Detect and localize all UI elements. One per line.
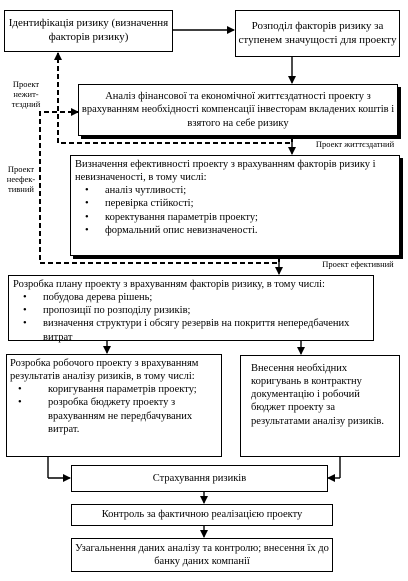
list-item: • побудова дерева рішень; [13,291,369,304]
list-item: • визначення структури і обсягу резервів на покриття непередбачених витрат [13,317,369,343]
box-efficiency-determination: Визначення ефективності проекту з врахуванням факторів ризику і невизначеності, в тому числі: • аналіз чутливості; • перевірка стійкості; • коректування параметрів проекту; • формальний опис невизначеності. [70,155,400,256]
box-data-generalization: Узагальнення даних аналізу та контролю; внесення їх до банку даних компанії [71,538,333,572]
list-item: • перевірка стійкості; [75,197,395,210]
box-risk-insurance: Страхування ризиків [71,465,328,492]
list-item: • коригування параметрів проекту; [10,383,218,396]
box-risk-factor-distribution: Розподіл факторів ризику за ступенем значущості для проекту [235,10,400,57]
box-viability-analysis: Аналіз фінансової та економічної життєздатності проекту з врахуванням необхідності компенсації інвесторам вкладених коштів і взятого на себе ризику [78,84,398,136]
list-item: • формальний опис невизначеності. [75,224,395,237]
list-item: • аналіз чутливості; [75,184,395,197]
box-project-plan: Розробка плану проекту з врахуванням факторів ризику, в тому числі: • побудова дерева рішень; • пропозиції по розподілу ризиків; • визначення структури і обсягу резервів на покриття непередбачених витрат [8,275,374,341]
list-item: • коректування параметрів проекту; [75,211,395,224]
label-project-inefficient: Проект неефек-тивний [6,164,36,194]
box-risk-identification: Ідентифікація ризику (визначення факторів ризику) [4,10,173,52]
label-project-not-viable: Проект нежит-тєздний [11,79,41,109]
list-item: • пропозиції по розподілу ризиків; [13,304,369,317]
box-contract-adjustments: Внесення необхідних коригувань в контрактну документацію і робочий бюджет проекту за результатами аналізу ризиків. [240,355,400,457]
label-project-efficient: Проект ефективний [322,259,394,269]
list-item: • розробка бюджету проекту з врахуванням не передбачуваних витрат. [10,396,218,435]
box-working-project: Розробка робочого проекту з врахуванням результатів аналізу ризиків, в тому числі: • коригування параметрів проекту; • розробка бюджету проекту з врахуванням не передбачуваних витрат. [6,354,222,457]
box-implementation-control: Контроль за фактичною реалізацією проекту [71,504,333,526]
label-project-viable: Проект життєздатний [315,139,395,149]
